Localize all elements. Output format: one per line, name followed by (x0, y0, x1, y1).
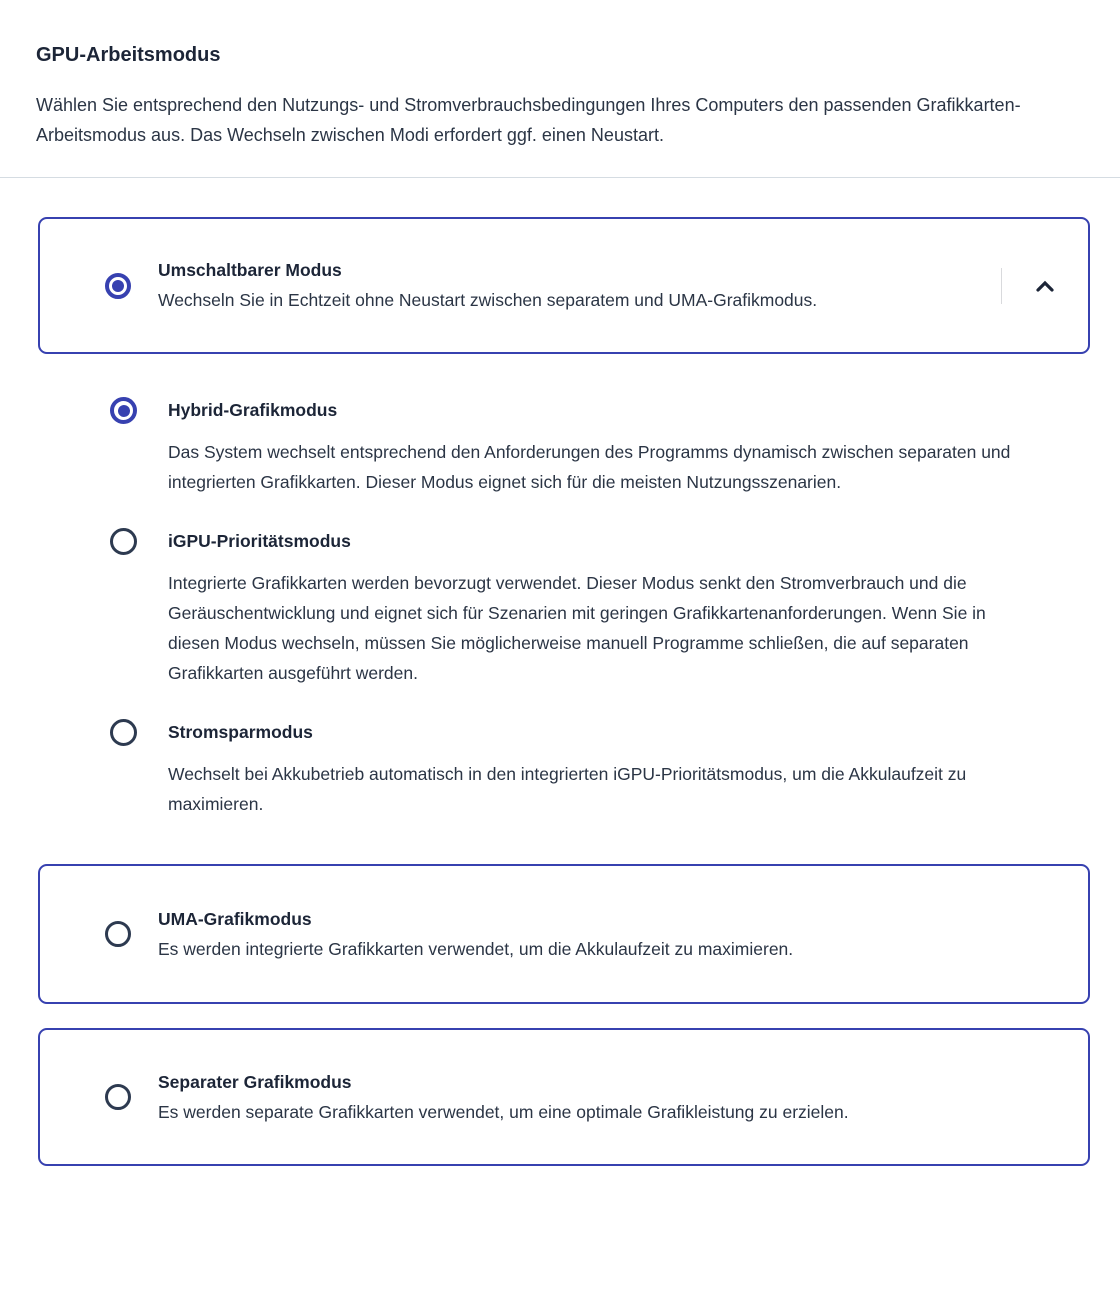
mode-card-uma-main[interactable] (40, 907, 1088, 962)
mode-card-switchable[interactable] (38, 217, 1090, 354)
radio-discrete-unselected[interactable] (105, 1084, 131, 1110)
sub-description-hybrid: Das System wechselt entsprechend den Anforderungen des Programms dynamisch zwischen separaten und integrierten Grafikkarten. Dieser Modus eignet sich für die meisten Nutzungsszenarien. (168, 442, 1011, 492)
radio-power-saving-unselected[interactable] (110, 719, 137, 746)
sub-description-power-saving: Wechselt bei Akkubetrieb automatisch in den integrierten iGPU-Prioritätsmodus, um die Akkulaufzeit zu maximieren. (168, 764, 967, 814)
radio-igpu-priority-unselected[interactable] (110, 528, 137, 555)
mode-card-uma[interactable] (38, 864, 1090, 1004)
mode-card-switchable-main[interactable] (40, 258, 1001, 313)
chevron-up-icon (1033, 276, 1057, 296)
mode-description-uma: Es werden integrierte Grafikkarten verwendet, um die Akkulaufzeit zu maximieren. (158, 938, 794, 959)
mode-title-uma: UMA-Grafikmodus (158, 908, 312, 929)
mode-title-discrete: Separater Grafikmodus (158, 1071, 352, 1092)
sub-option-igpu-priority-head[interactable] (110, 528, 1120, 555)
page-description: Wählen Sie entsprechend den Nutzungs- und Stromverbrauchsbedingungen Ihres Computers den passenden Grafikkarten-Arbeitsmodus aus. Das Wechseln zwischen Modi erfordert ggf. einen Neustart. (36, 95, 1021, 145)
sub-title-hybrid: Hybrid-Grafikmodus (168, 400, 338, 420)
mode-description-discrete: Es werden separate Grafikkarten verwendet, um eine optimale Grafikleistung zu erzielen. (158, 1101, 849, 1122)
radio-uma-unselected[interactable] (105, 921, 131, 947)
radio-switchable-selected[interactable] (105, 273, 131, 299)
collapse-button[interactable] (1002, 219, 1088, 352)
mode-description-switchable: Wechseln Sie in Echtzeit ohne Neustart zwischen separatem und UMA-Grafikmodus. (158, 290, 818, 310)
mode-title-switchable: Umschaltbarer Modus (158, 260, 342, 280)
sub-option-igpu-priority (110, 528, 1120, 688)
sub-option-power-saving-head[interactable] (110, 719, 1120, 746)
mode-card-discrete[interactable] (38, 1028, 1090, 1166)
switchable-sub-options (110, 397, 1120, 819)
sub-title-igpu-priority: iGPU-Prioritätsmodus (168, 531, 351, 551)
section-divider (0, 177, 1120, 178)
sub-description-igpu-priority: Integrierte Grafikkarten werden bevorzugt verwendet. Dieser Modus senkt den Stromverbrauch und die Geräuschentwicklung und eignet sich für Szenarien mit geringen Grafikkartenanforderungen. Wenn Sie in diesen Modus wechseln, müssen Sie möglicherweise manuell Programme schließen, die auf separaten Grafikkarten ausgeführt werden. (168, 573, 986, 683)
page-title: GPU-Arbeitsmodus (36, 44, 221, 66)
radio-hybrid-selected[interactable] (110, 397, 137, 424)
sub-title-power-saving: Stromsparmodus (168, 722, 313, 742)
sub-option-power-saving (110, 719, 1120, 819)
sub-option-hybrid (110, 397, 1120, 497)
mode-card-discrete-main[interactable] (40, 1070, 1088, 1125)
sub-option-hybrid-head[interactable] (110, 397, 1120, 424)
